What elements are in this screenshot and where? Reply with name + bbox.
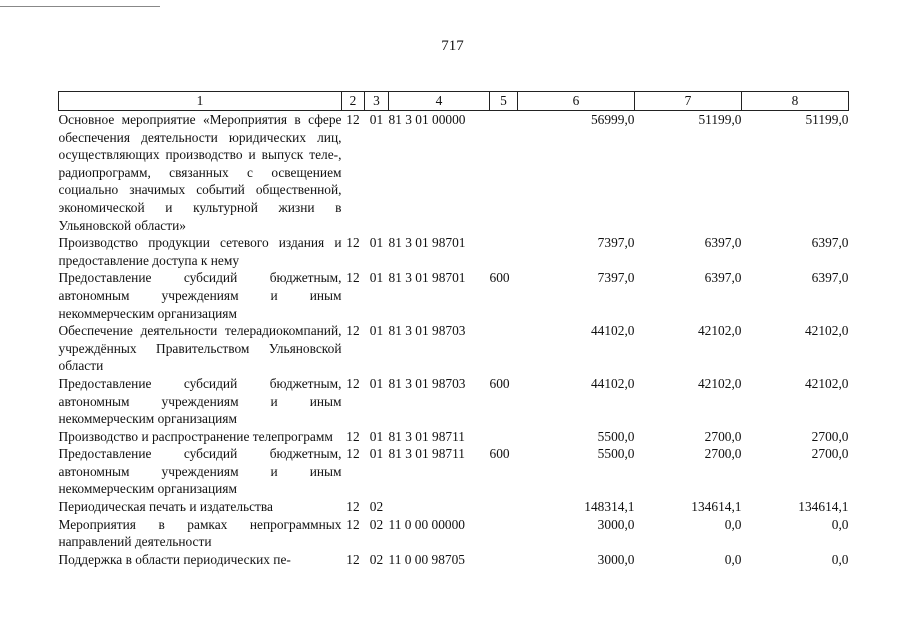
page-number: 717	[441, 38, 464, 54]
column-header-7: 7	[635, 92, 742, 111]
row-value-cell-7: 42102,0	[697, 323, 742, 339]
row-value-cell-5: 600	[489, 375, 510, 391]
row-name-cell: Мероприятия в рамках непрограммных направлений деятельности	[58, 516, 342, 550]
column-header-1: 1	[59, 92, 342, 111]
row-value-cell-4: 81 3 01 98703	[388, 375, 466, 391]
row-value-cell-7: 2700,0	[704, 446, 742, 462]
row-value-cell-2: 12	[346, 235, 360, 251]
row-value-cell-7: 51199,0	[698, 112, 742, 127]
column-header-3: 3	[365, 92, 389, 111]
row-value-cell-2: 12	[346, 112, 360, 127]
row-value-cell-4: 11 0 00 00000	[388, 516, 465, 532]
row-value-cell-4: 81 3 01 98703	[388, 323, 466, 339]
row-value-cell-3: 01	[369, 112, 384, 127]
table-row	[59, 234, 849, 269]
row-value-cell-2: 12	[346, 499, 360, 515]
row-value-cell-7: 134614,1	[691, 499, 742, 515]
row-value-cell-8: 6397,0	[811, 235, 849, 251]
row-value-cell-2: 12	[346, 551, 360, 567]
table-row	[59, 551, 849, 569]
row-value-cell-2: 12	[346, 375, 360, 391]
row-value-cell-8: 0,0	[831, 516, 849, 532]
row-value-cell-5	[490, 516, 518, 551]
row-value-cell-3: 01	[369, 375, 384, 391]
row-value-cell-4: 81 3 01 98701	[388, 235, 466, 251]
row-name-cell: Предоставление субсидий бюджетным, автономным учреждениям и иным некоммерческим организациям	[58, 375, 342, 427]
row-value-cell-6: 3000,0	[597, 516, 635, 532]
row-value-cell-6: 56999,0	[590, 112, 635, 127]
row-value-cell-4: 81 3 01 98711	[388, 446, 465, 462]
row-value-cell-8: 42102,0	[804, 323, 849, 339]
row-value-cell-8: 42102,0	[804, 375, 849, 391]
top-rule	[0, 6, 160, 7]
table-row	[59, 516, 849, 551]
row-name-cell: Обеспечение деятельности телерадиокомпаний, учреждённых Правительством Ульяновской области	[58, 323, 342, 374]
table-row	[59, 498, 849, 516]
budget-table	[58, 91, 849, 568]
row-value-cell-3: 01	[369, 323, 384, 339]
row-value-cell-4: 81 3 01 98701	[388, 270, 466, 286]
row-name-cell: Производство и распространение телепрограмм	[58, 428, 333, 444]
row-value-cell-2: 12	[346, 446, 360, 462]
row-value-cell-5	[490, 322, 518, 375]
row-value-cell-7: 6397,0	[704, 270, 742, 286]
column-header-2: 2	[342, 92, 365, 111]
row-value-cell-5: 600	[489, 270, 510, 286]
row-value-cell-4	[389, 498, 490, 516]
row-value-cell-5: 600	[489, 446, 510, 462]
row-value-cell-2: 12	[346, 270, 360, 286]
row-value-cell-6: 5500,0	[597, 446, 635, 462]
row-value-cell-2: 12	[346, 323, 360, 339]
table-row	[59, 269, 849, 322]
row-value-cell-5	[490, 551, 518, 569]
table-body	[59, 111, 849, 569]
row-value-cell-2: 12	[346, 428, 360, 444]
row-value-cell-6: 44102,0	[590, 323, 635, 339]
row-value-cell-6: 3000,0	[597, 551, 635, 567]
row-name-cell: Периодическая печать и издательства	[58, 499, 273, 515]
row-value-cell-3: 01	[369, 235, 384, 251]
column-header-4: 4	[389, 92, 490, 111]
row-value-cell-8: 51199,0	[805, 112, 849, 127]
row-value-cell-7: 0,0	[724, 551, 742, 567]
row-name-cell: Основное мероприятие «Мероприятия в сфере обеспечения деятельности юридических лиц, осуществляющих производство и выпуск теле-, радиопрограмм, связанных с освещением социально значимых событий общественной, экономической и культурной жизни в Ульяновской области»	[58, 112, 342, 233]
table-row	[59, 111, 849, 235]
row-value-cell-3: 01	[369, 428, 384, 444]
row-value-cell-6: 7397,0	[597, 270, 635, 286]
row-value-cell-8: 134614,1	[798, 499, 849, 515]
row-name-cell: Производство продукции сетевого издания и предоставление доступа к нему	[58, 235, 342, 268]
row-name-cell: Предоставление субсидий бюджетным, автономным учреждениям и иным некоммерческим организациям	[58, 270, 342, 321]
row-value-cell-4: 81 3 01 00000	[388, 112, 466, 127]
row-value-cell-5	[490, 111, 518, 235]
table-row	[59, 445, 849, 498]
column-header-5: 5	[490, 92, 518, 111]
row-value-cell-7: 6397,0	[704, 235, 742, 251]
row-value-cell-7: 0,0	[724, 516, 742, 532]
column-header-6: 6	[518, 92, 635, 111]
row-value-cell-3: 02	[369, 499, 384, 515]
row-name-cell: Поддержка в области периодических пе-	[58, 551, 291, 567]
row-value-cell-8: 2700,0	[811, 428, 849, 444]
row-value-cell-2: 12	[346, 516, 360, 532]
row-value-cell-4: 11 0 00 98705	[388, 551, 465, 567]
row-value-cell-6: 5500,0	[597, 428, 635, 444]
row-value-cell-3: 02	[369, 516, 384, 532]
row-value-cell-8: 2700,0	[811, 446, 849, 462]
table-row	[59, 375, 849, 428]
row-value-cell-3: 02	[369, 551, 384, 567]
row-value-cell-6: 7397,0	[597, 235, 635, 251]
header-row	[59, 92, 849, 111]
row-value-cell-5	[490, 498, 518, 516]
table-row	[59, 428, 849, 446]
row-value-cell-5	[490, 428, 518, 446]
row-value-cell-7: 2700,0	[704, 428, 742, 444]
row-value-cell-6: 44102,0	[590, 375, 635, 391]
table-row	[59, 322, 849, 375]
row-value-cell-4: 81 3 01 98711	[388, 428, 465, 444]
column-header-8: 8	[742, 92, 849, 111]
row-value-cell-8: 0,0	[831, 551, 849, 567]
row-value-cell-5	[490, 234, 518, 269]
row-value-cell-3: 01	[369, 446, 384, 462]
row-value-cell-3: 01	[369, 270, 384, 286]
row-value-cell-8: 6397,0	[811, 270, 849, 286]
row-name-cell: Предоставление субсидий бюджетным, автономным учреждениям и иным некоммерческим организациям	[58, 446, 342, 497]
row-value-cell-6: 148314,1	[584, 499, 635, 515]
row-value-cell-7: 42102,0	[697, 375, 742, 391]
